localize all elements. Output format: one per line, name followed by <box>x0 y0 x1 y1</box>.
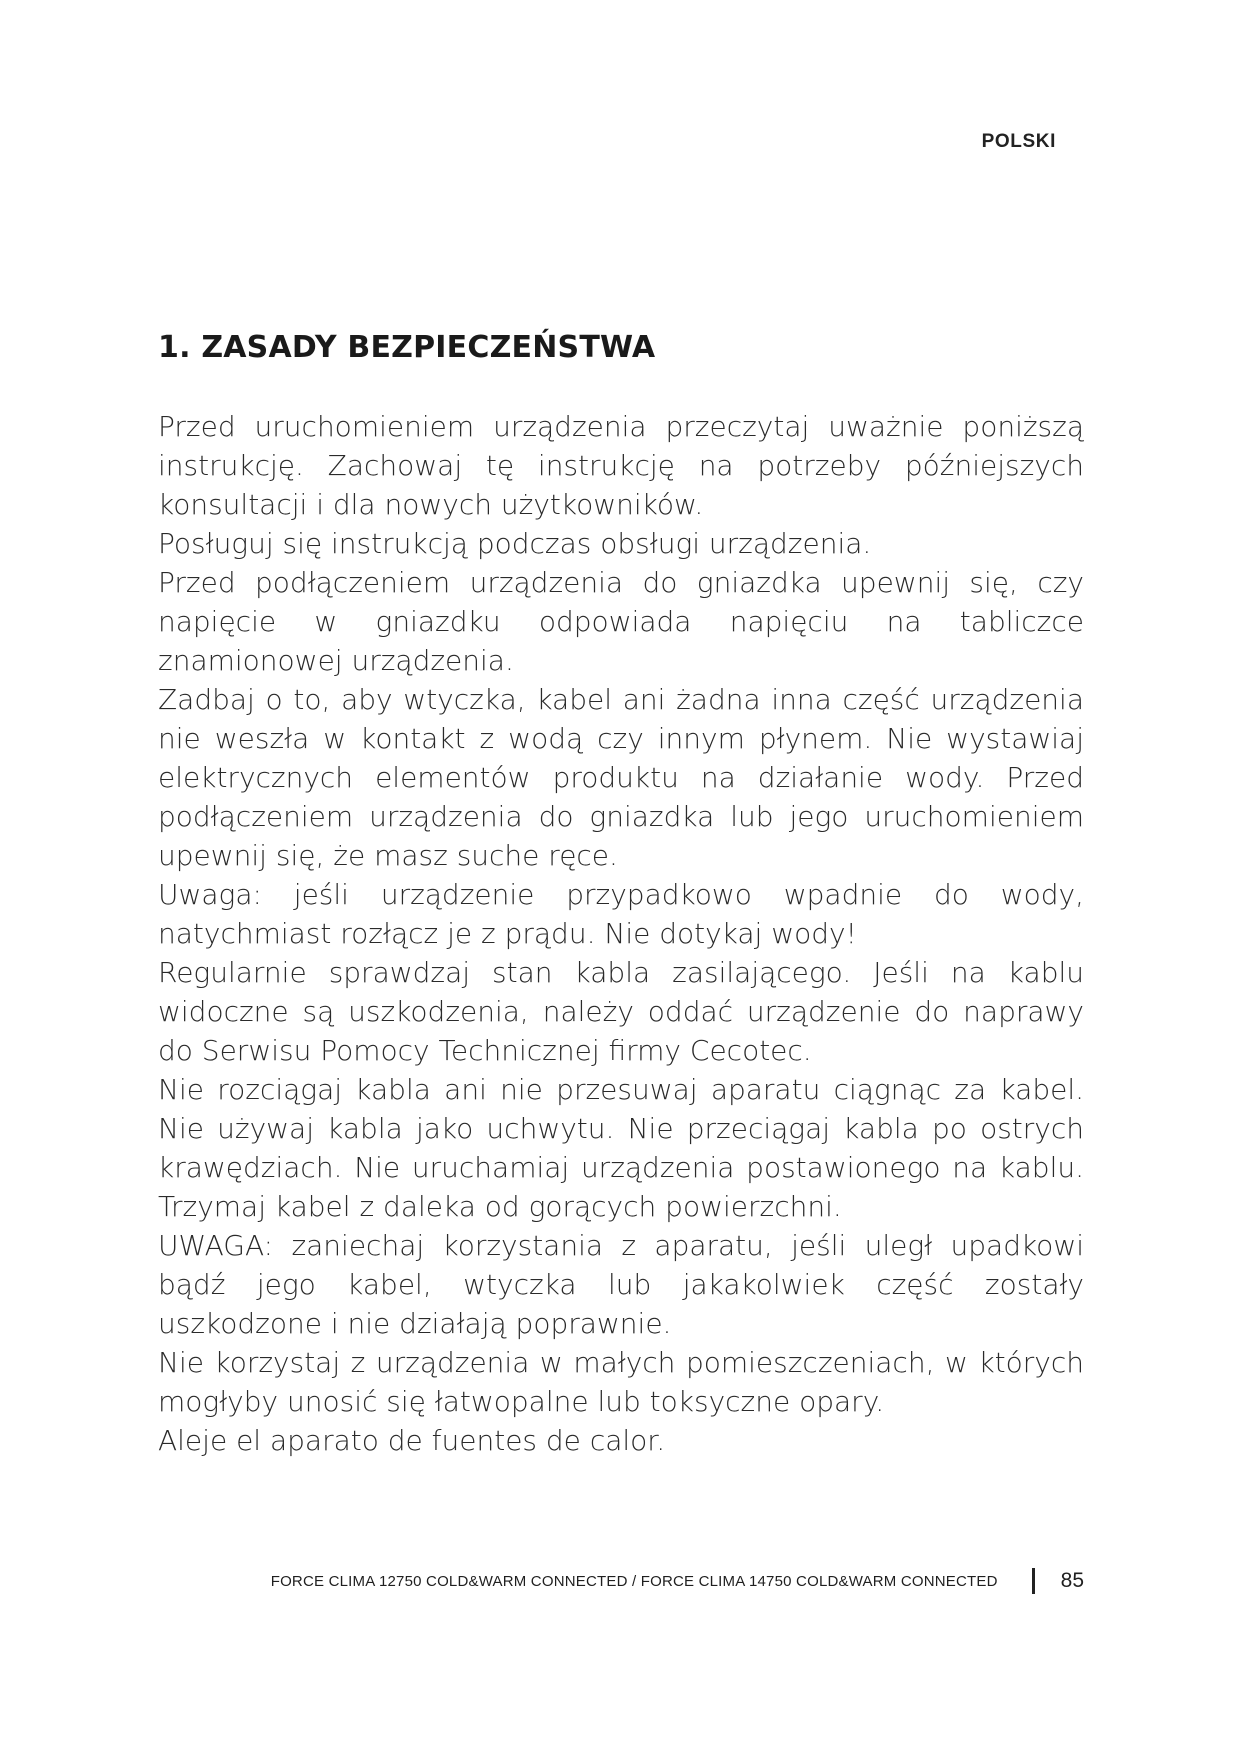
footer-model-name: FORCE CLIMA 12750 COLD&WARM CONNECTED / FORCE CLIMA 14750 COLD&WARM CONNECTED <box>270 1572 998 1590</box>
footer-divider <box>1032 1568 1035 1594</box>
safety-instructions <box>158 407 1084 1460</box>
paragraph-use-manual: Posługuj się instrukcją podczas obsługi urządzenia. <box>158 527 872 560</box>
page-footer <box>271 1568 1084 1594</box>
paragraph-damage-warning: UWAGA: zaniechaj korzystania z aparatu, jeśli uległ upadkowi bądź jego kabel, wtyczka lub jakakolwiek część zostały uszkodzone i nie działają poprawnie. <box>158 1229 1084 1340</box>
paragraph-water-contact: Zadbaj o to, aby wtyczka, kabel ani żadna inna część urządzenia nie weszła w kontakt z wodą czy innym płynem. Nie wystawiaj elektrycznych elementów produktu na działanie wody. Przed podłączeniem urządzenia do gniazdka lub jego uruchomieniem upewnij się, że masz suche ręce. <box>158 683 1084 872</box>
paragraph-read-manual: Przed uruchomieniem urządzenia przeczytaj uważnie poniższą instrukcję. Zachowaj tę instrukcję na potrzeby późniejszych konsultacji i dla nowych użytkowników. <box>158 410 1084 521</box>
paragraph-water-warning: Uwaga: jeśli urządzenie przypadkowo wpadnie do wody, natychmiast rozłącz je z prądu. Nie dotykaj wody! <box>158 878 1084 950</box>
paragraph-cable-check: Regularnie sprawdzaj stan kabla zasilającego. Jeśli na kablu widoczne są uszkodzenia, należy oddać urządzenie do naprawy do Serwisu Pomocy Technicznej firmy Cecotec. <box>158 956 1084 1067</box>
paragraph-heat-sources: Aleje el aparato de fuentes de calor. <box>158 1424 666 1457</box>
paragraph-cable-handling: Nie rozciągaj kabla ani nie przesuwaj aparatu ciągnąc za kabel. Nie używaj kabla jako uchwytu. Nie przeciągaj kabla po ostrych krawędziach. Nie uruchamiaj urządzenia postawionego na kablu. Trzymaj kabel z daleka od gorących powierzchni. <box>158 1073 1084 1223</box>
paragraph-voltage-check: Przed podłączeniem urządzenia do gniazdka upewnij się, czy napięcie w gniazdku odpowiada napięciu na tabliczce znamionowej urządzenia. <box>158 566 1084 677</box>
page-number: 85 <box>1060 1569 1084 1592</box>
paragraph-small-rooms: Nie korzystaj z urządzenia w małych pomieszczeniach, w których mogłyby unosić się łatwopalne lub toksyczne opary. <box>158 1346 1084 1418</box>
section-title: 1. ZASADY BEZPIECZEŃSTWA <box>158 330 656 365</box>
language-label: POLSKI <box>981 131 1056 152</box>
